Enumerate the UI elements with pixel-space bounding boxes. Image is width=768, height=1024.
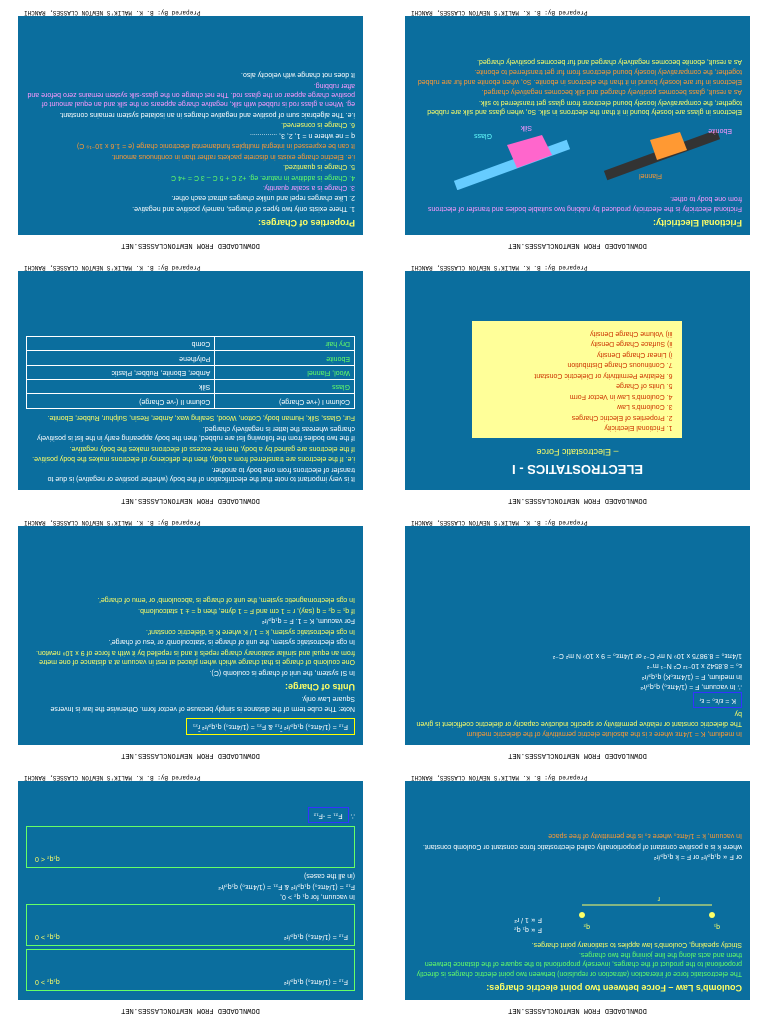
dielectric-description: The dielectric constant or relative permittivity or specific inductive capacity or dielectric coefficient is given by xyxy=(416,710,742,727)
slide-header: DOWNLOADED FROM NEWTONCLASSES.NET xyxy=(508,496,647,504)
label-q1: q₁ xyxy=(713,923,720,931)
vector-note: Note: The cube term of the distance is simply because of vector form. Otherwise the law is Inverse Square Law only. xyxy=(50,695,355,712)
charge-q1-dot xyxy=(709,912,715,918)
slide-units-of-charge xyxy=(18,514,363,759)
label-ebonite: Ebonite xyxy=(708,126,732,134)
transfer-note: It is very important to note that the electrification of the body (whether positive or negative) is due to transfer of electrons from one body to another. xyxy=(47,465,355,482)
case-3-condition: q₁q₂ < 0 xyxy=(35,854,60,862)
property-item: 3. Charge is a scalar quantity. xyxy=(262,183,355,191)
vacuum-condition: In vacuum, for q₁ q₂ > 0, xyxy=(280,893,355,900)
rubbing-illustration xyxy=(413,120,742,190)
vector-form-formula: F₁₂ = (1/4πε₀) q₁q₂/r² r̂₁₂ & F₂₁ = (1/4πε₀) q₁q₂/r² r̂₂₁ xyxy=(186,718,355,735)
charge-diagram xyxy=(413,865,742,935)
label-q2: q₂ xyxy=(583,923,590,931)
emu-unit: In cgs electromagnetic system, the unit of charge is 'abcoulomb' or 'emu of charge'. xyxy=(97,596,355,604)
positive-explanation: i.e. If the electrons are transferred from a body, then the deficiency of electrons makes the body positive. xyxy=(32,455,355,463)
contents-item: i) Linear Charge Density xyxy=(597,350,673,358)
case-1-condition: q₁q₂ > 0 xyxy=(35,978,60,985)
coulomb-definition: The electrostatic force of interaction (attraction or repulsion) between two point electric charges is directly proportional to the product of the charges, inversely proportional to the square of the distance between them and acts along the line joining the two charges. xyxy=(416,950,742,977)
slide-body xyxy=(405,16,750,235)
contents-item: 4. Coulomb's Law in Vector Form xyxy=(569,392,673,400)
slide-frictional-electricity xyxy=(405,4,750,249)
case-box-3 xyxy=(26,826,355,868)
contents-item: 1. Frictional Electricity xyxy=(604,424,673,432)
property-item: 4. Charge is additive in nature. eg. +2 C + 5 C – 3 C = +4 C xyxy=(170,173,355,181)
slide-body xyxy=(405,526,750,745)
formula-combined: or F ∝ q₁q₂/r² or F = k q₁q₂/r² xyxy=(653,853,742,861)
slide-footer: Prepared By: B. K. MALIK'S NEWTON CLASSES, RANCHI xyxy=(24,519,201,526)
property-item: i.e. Electric charge exists in discrete packets rather than in continuous amount. xyxy=(111,152,355,160)
medium-constant: In medium, K = 1/4πε where ε is the absolute electric permittivity of the dielectric medium xyxy=(466,730,742,737)
constant-description: where k is a positive constant of proportionality called electrostatic force constant or Coulomb constant. xyxy=(422,842,742,850)
formula-q: F ∝ q₁ q₂ xyxy=(514,926,542,934)
formula-r: F ∝ 1 / r² xyxy=(514,915,542,923)
stationary-note: Strictly speaking, Coulomb's law applies to stationary point charges. xyxy=(531,940,742,948)
medium-force: In medium, F = (1/4πε₀K) q₁q₂/r² xyxy=(641,672,742,680)
slide-header: DOWNLOADED FROM NEWTONCLASSES.NET xyxy=(508,1006,647,1014)
vacuum-cgs: For vacuum, K = 1. F = q₁q₂/r² xyxy=(262,617,355,625)
newton-third-law xyxy=(26,807,355,822)
contents-item: 5. Units of Charge xyxy=(616,382,673,390)
frictional-heading: Frictional Electricity: xyxy=(652,218,742,228)
property-item: 6. Charge is conserved. xyxy=(281,121,355,129)
slide-permittivity xyxy=(405,514,750,759)
table-cell: Amber, Ebonite, Rubber, Plastic xyxy=(27,365,215,379)
table-cell: Wool, Flannel xyxy=(215,365,355,379)
table-cell: Ebonite xyxy=(215,351,355,365)
label-flannel: Flannel xyxy=(639,171,662,179)
rubbing-figure xyxy=(422,120,742,190)
table-header-row xyxy=(27,394,355,408)
vector-formulas: F₁₂ = (1/4πε₀) q₁q₂/r² & F₂₁ = (1/4πε₀) q₁q₂/r² xyxy=(218,882,355,890)
coulomb-definition: One coulomb of charge is that charge which when placed at rest in vacuum at a distance of one metre from an equal and similar stationary charge repels it and is repelled by it with a force of 9 x 10⁹ newton. xyxy=(36,648,355,666)
glass-silk-explanation: Electrons in glass are loosely bound in it than the electrons in silk. So, when glass and silk are rubbed together, the comparatively loosely bound electrons from glass get transferred to silk. xyxy=(427,98,742,115)
slide-body xyxy=(18,526,363,745)
contents-item: iii) Volume Charge Density xyxy=(590,329,673,337)
dielectric-formula: K = ε/ε₀ = εᵣ xyxy=(693,692,742,707)
slide-header: DOWNLOADED FROM NEWTONCLASSES.NET xyxy=(508,751,647,759)
two-charge-figure xyxy=(552,895,732,935)
slide-coulombs-law xyxy=(405,769,750,1014)
slide-footer: Prepared By: B. K. MALIK'S NEWTON CLASSES, RANCHI xyxy=(411,519,588,526)
table-row xyxy=(27,365,355,379)
slide-footer: Prepared By: B. K. MALIK'S NEWTON CLASSES, RANCHI xyxy=(411,9,588,16)
contents-item: 3. Coulomb's Law xyxy=(617,403,673,411)
slide-heading: Coulomb's Law – Force between two point electric charges: xyxy=(486,983,742,993)
fur-ebonite-explanation: Electrons in fur are loosely bound in it than the electrons in ebonite. So, when ebonite and fur are rubbed together, the comparatively loosely bound electrons from fur get transferred to ebonite. xyxy=(417,68,742,85)
slide-charge-transfer xyxy=(18,259,363,504)
property-item: i.e. The algebraic sum of positive and negative charges in an isolated system remains constant. xyxy=(59,110,355,118)
vacuum-constant: In vacuum, k = 1/4πε₀ where ε₀ is the permittivity of free space xyxy=(548,832,742,840)
contents-item: ii) Surface Charge Density xyxy=(590,340,673,348)
property-item: 5. Charge is quantized. xyxy=(283,163,355,171)
slide-header: DOWNLOADED FROM NEWTONCLASSES.NET xyxy=(121,1006,260,1014)
table-cell: Comb xyxy=(27,336,215,350)
triboelectric-note: If the two bodies from the following list are rubbed, then the body appearing early in the list is positively charges whereas the latter is negatively charged. xyxy=(37,424,355,442)
table-row xyxy=(27,351,355,365)
property-item: It can be expressed in integral multiples fundamental electronic charge (e = 1.6 x 10⁻¹⁹ C) xyxy=(76,142,355,150)
table-header-cell: Column I (+ve Charge) xyxy=(215,394,355,408)
case-box-2 xyxy=(26,904,355,946)
all-cases-note: (in all the cases) xyxy=(304,872,355,880)
table-cell: Glass xyxy=(215,380,355,394)
case-1-formula: F₁₂ = (1/4πε₀) q₁q₂/r² xyxy=(284,978,348,985)
slide-body xyxy=(18,16,363,235)
units-heading: Units of Charge: xyxy=(284,681,355,692)
property-item: eg. When a glass rod is rubbed with silk, negative charge appears on the silk and an equal amount of positive charge appear on the glass rod. The net charge on the glass-silk system remains zero before and after rubbing. xyxy=(27,81,355,108)
slide-body xyxy=(18,781,363,1000)
table-cell: Dry hair xyxy=(215,336,355,350)
si-unit: In SI system, the unit of charge is coulomb (C). xyxy=(209,668,355,676)
property-item: 1. There exists only two types of charges, namely positive and negative. xyxy=(132,204,355,212)
label-r: r xyxy=(657,895,660,903)
coulomb-constant-value: 1/4πε₀ = 8.9875 x 10⁹ N m² C⁻² or 1/4πε₀ = 9 x 10⁹ N m² C⁻² xyxy=(552,651,742,659)
table-cell: Silk xyxy=(27,380,215,394)
therefore-symbol: ∴ xyxy=(350,811,355,819)
property-item: q = ne where n = 1, 2, 3, .............. xyxy=(249,131,355,139)
fur-ebonite-result: As a result, ebonite becomes negatively charged and fur becomes positively charged. xyxy=(477,57,742,65)
slide-force-cases xyxy=(18,769,363,1014)
slide-properties-of-charges xyxy=(18,4,363,249)
glass-silk-result: As a result, glass becomes positively charged and silk becomes negatively charged. xyxy=(481,88,742,96)
cgs-k: In cgs electrostatic system, k = 1 / K where K is 'dielectric constant'. xyxy=(145,627,355,635)
statcoulomb-definition: If q₁ = q₂ = q (say), r = 1 cm and F = 1 dyne, then q = ± 1 statcoulomb. xyxy=(138,606,355,614)
case-box-1 xyxy=(26,949,355,991)
case-2-condition: q₁q₂ > 0 xyxy=(35,933,60,940)
slide-header: DOWNLOADED FROM NEWTONCLASSES.NET xyxy=(508,241,647,249)
slide-header: DOWNLOADED FROM NEWTONCLASSES.NET xyxy=(121,241,260,249)
slide-body xyxy=(18,271,363,490)
frictional-definition: Frictional electricity is the electricity produced by rubbing two suitable bodies and transfer of electrons from one body to other. xyxy=(428,195,742,212)
ebonite-flannel-figure xyxy=(604,130,720,180)
slide-header: DOWNLOADED FROM NEWTONCLASSES.NET xyxy=(121,751,260,759)
slide-footer: Prepared By: B. K. MALIK'S NEWTON CLASSES, RANCHI xyxy=(24,264,201,271)
flannel-cloth-shape xyxy=(650,132,687,160)
newton-third-law-formula: F₂₁ = -F₁₂ xyxy=(308,807,349,822)
slide-footer: Prepared By: B. K. MALIK'S NEWTON CLASSES, RANCHI xyxy=(24,9,201,16)
table-header-cell: Column II (-ve Charge) xyxy=(27,394,215,408)
slide-title xyxy=(405,259,750,504)
charge-table xyxy=(26,336,355,409)
slide-footer: Prepared By: B. K. MALIK'S NEWTON CLASSES, RANCHI xyxy=(411,774,588,781)
document-title: ELECTROSTATICS - I xyxy=(512,462,643,477)
slide-footer: Prepared By: B. K. MALIK'S NEWTON CLASSES, RANCHI xyxy=(24,774,201,781)
negative-explanation: If the electrons are gained by a body, then the excess of electrons makes the body negative. xyxy=(69,444,355,452)
property-item: It does not change with velocity also. xyxy=(240,71,355,79)
document-subtitle: – Electrostatic Force xyxy=(536,447,619,458)
charge-q2-dot xyxy=(579,912,585,918)
table-row xyxy=(27,380,355,394)
vacuum-force: ∴ In vacuum, F = (1/4πε₀) q₁q₂/r² xyxy=(640,683,742,691)
contents-item: 7. Continuous Charge Distribution xyxy=(567,361,673,369)
label-glass: Glass xyxy=(474,131,492,139)
proportional-formulas xyxy=(514,913,542,935)
glass-silk-figure xyxy=(454,135,570,190)
table-row xyxy=(27,336,355,350)
slide-body xyxy=(405,781,750,1000)
cgs-esu-unit: In cgs electrostatic system, the unit of charge is 'statcoulomb' or 'esu of charge'. xyxy=(108,638,355,646)
label-silk: Silk xyxy=(520,123,532,131)
triboelectric-list: Fur, Glass, Silk, Human body, Cotton, Wood, Sealing wax, Amber, Resin, Sulphur, Rubber, Ebonite. xyxy=(47,414,355,422)
property-item: 2. Like charges repel and unlike charges attract each other. xyxy=(171,194,355,202)
slide-header: DOWNLOADED FROM NEWTONCLASSES.NET xyxy=(121,496,260,504)
contents-item: 2. Properties of Electric Charges xyxy=(571,413,673,421)
epsilon-value: ε₀ = 8.8542 x 10⁻¹² C² N⁻¹ m⁻² xyxy=(646,662,742,670)
slide-footer: Prepared By: B. K. MALIK'S NEWTON CLASSES, RANCHI xyxy=(411,264,588,271)
slide-body xyxy=(405,271,750,490)
case-2-formula: F₁₂ = (1/4πε₀) q₁q₂/r² xyxy=(284,933,348,940)
contents-item: 6. Relative Permittivity or Dielectric Constant xyxy=(534,371,673,379)
table-cell: Polythene xyxy=(27,351,215,365)
properties-heading: Properties of Charges: xyxy=(257,218,355,228)
contents-box xyxy=(473,321,683,438)
